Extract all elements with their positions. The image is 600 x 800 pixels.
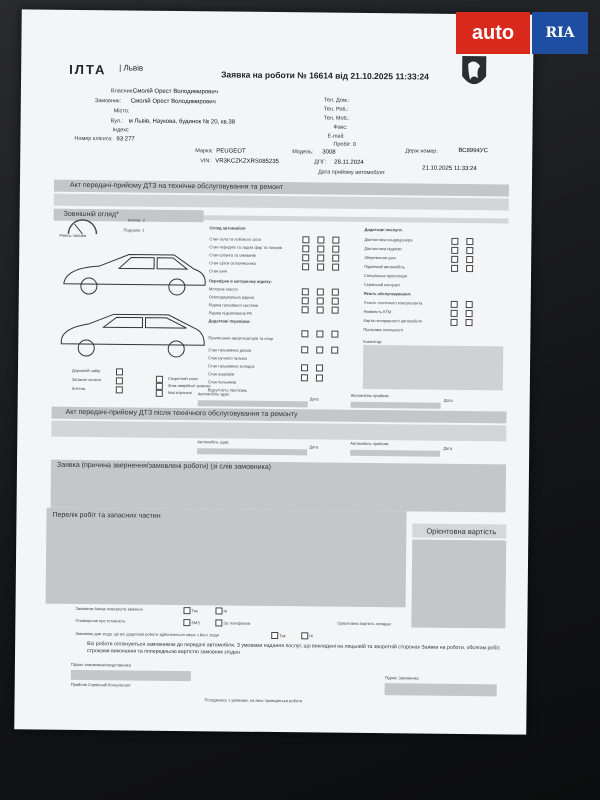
- plate-label: Держ номер:: [405, 148, 438, 155]
- inspection-checkbox[interactable]: [316, 364, 323, 371]
- return-parts-question: Замовник бажає повернути замінені: [75, 605, 143, 612]
- peugeot-lion-logo: [458, 54, 490, 92]
- email-label: E-mail:: [327, 133, 345, 140]
- extra-item-5: Стан шарнірів: [207, 371, 235, 377]
- street-label: Вул.:: [110, 118, 124, 125]
- model-value: 3008: [322, 149, 336, 156]
- customer-signature-label: Підпис замовника/представника: [70, 661, 131, 668]
- service-item-4: Підмінний автомобіль: [364, 263, 405, 270]
- inspection-checkbox[interactable]: [316, 374, 323, 381]
- extra-item-4: Стан гальмівних колодок: [208, 363, 255, 369]
- service-info-title: Якість обслуговування:: [363, 290, 412, 297]
- extra-item-7: Відсутність протікань: [207, 387, 248, 393]
- vin-value: VR3KCZKZXRS085235: [215, 158, 279, 166]
- other-losses-checkbox[interactable]: [156, 390, 163, 397]
- service-checkbox[interactable]: [466, 301, 473, 308]
- service-checkbox[interactable]: [466, 265, 473, 272]
- handed-date-label-2: Дата: [309, 444, 319, 450]
- inspection-checkbox[interactable]: [331, 331, 338, 338]
- inspection-checkbox[interactable]: [301, 364, 308, 371]
- inspection-checkbox[interactable]: [301, 330, 308, 337]
- handed-date-label: Дата: [309, 396, 319, 402]
- inspection-checkbox[interactable]: [331, 347, 338, 354]
- vin-label: VIN:: [200, 158, 211, 165]
- equip-antenna: Антена: [71, 385, 86, 392]
- remotes-label: Подушок: 1: [123, 227, 145, 233]
- dpg-label: ДПГ:: [314, 159, 327, 166]
- extra-item-6: Стан пильників: [207, 379, 237, 385]
- customer-request-title: Заявка (причина звернення/замовлені роботи) (зі слів замовника): [56, 461, 272, 471]
- service-checkbox[interactable]: [451, 301, 458, 308]
- engine-item-4: Рідина підсилювача РК: [208, 310, 252, 316]
- inspection-checkbox[interactable]: [302, 245, 309, 252]
- service-checkbox[interactable]: [451, 238, 458, 245]
- inspection-item-3: Стан шланга та омивачів: [209, 252, 256, 258]
- inspection-checkbox[interactable]: [316, 330, 323, 337]
- info-item-1: Участь технічного консультанта: [363, 299, 423, 306]
- index-label: Індекс: [112, 127, 129, 134]
- car-side-sketch: [59, 248, 210, 300]
- info-item-3: Карта несправності автомобіля: [363, 317, 422, 324]
- client-label: Замовник:: [94, 98, 122, 105]
- inspection-checkbox[interactable]: [332, 307, 339, 314]
- comment-label: Коментар:: [363, 338, 383, 345]
- exterior-notice: [204, 215, 509, 223]
- service-signature-label: Прийняв Сервісний Консультант: [70, 681, 131, 688]
- extra-checks-title: Додаткові перевірки:: [208, 318, 251, 324]
- make-label: Марка:: [195, 148, 214, 155]
- client-number-value: 93 277: [116, 136, 135, 143]
- warning-sign-checkbox[interactable]: [156, 383, 163, 390]
- phone-work-label: Тел. Роб.:: [323, 106, 349, 113]
- inspection-checkbox[interactable]: [317, 306, 324, 313]
- extra-works-yes-checkbox[interactable]: [271, 632, 278, 639]
- street-value: м Львів, Наукова, будинок № 20, кв.38: [128, 118, 236, 126]
- inspection-item-4: Стан щіток склоочисника: [209, 260, 256, 266]
- phone-mobile-label: Тел. Моб.:: [323, 115, 350, 122]
- total-cost-label: Орієнтовна вартість складає:: [337, 620, 392, 627]
- inspection-item-2: Стан передніх та задніх фар та погорів: [209, 244, 282, 251]
- return-parts-yes-checkbox[interactable]: [183, 607, 190, 614]
- antenna-checkbox[interactable]: [116, 386, 123, 393]
- payment-agreement-text: Всі роботи оплачуються замовником до передачі автомобіля. З умовами надання послуг, що викладені на лицьовій та зворотній сторонах Заявки на роботи, обсягом робіт, строками виконання та попередньою вартістю замовник згоден: [87, 641, 501, 656]
- equip-other-losses: Інші втрачені: [167, 389, 192, 396]
- dpg-value: 28.11.2024: [334, 159, 364, 166]
- inspection-checkbox[interactable]: [332, 298, 339, 305]
- service-item-3: Збереження шин: [364, 254, 396, 261]
- inspection-checkbox[interactable]: [302, 288, 309, 295]
- make-value: PEUGEOT: [216, 148, 246, 155]
- return-parts-no-checkbox[interactable]: [215, 607, 222, 614]
- estimated-cost-box[interactable]: [411, 539, 506, 628]
- service-checkbox[interactable]: [466, 247, 473, 254]
- vehicle-received-label-2: Автомобіль прийняв:: [350, 440, 390, 447]
- inspection-item-5: Стан шин: [209, 268, 227, 274]
- notify-sms-label: SMS: [191, 620, 201, 626]
- engine-item-3: Рідина гальмівної системи: [208, 302, 259, 308]
- received-signature-field[interactable]: [351, 402, 441, 409]
- inspection-checkbox[interactable]: [332, 246, 339, 253]
- return-parts-no-label: Ні: [223, 608, 228, 614]
- service-checkbox[interactable]: [465, 319, 472, 326]
- model-label: Модель:: [292, 149, 314, 156]
- keys-label: Ключів: 3: [127, 217, 145, 223]
- intake-act-notice: [54, 194, 509, 211]
- inspection-checkbox[interactable]: [302, 306, 309, 313]
- first-aid-checkbox[interactable]: [116, 368, 123, 375]
- inspection-checkbox[interactable]: [332, 255, 339, 262]
- inspection-checkbox[interactable]: [302, 263, 309, 270]
- auto-ria-watermark: [456, 12, 588, 54]
- document-title: Заявка на роботи № 16614 від 21.10.2025 11:33:24: [221, 69, 429, 82]
- accept-date-label: Дата прийому автомобіля:: [318, 169, 386, 177]
- client-number-label: Номер клієнта:: [74, 135, 113, 143]
- service-checkbox[interactable]: [466, 310, 473, 317]
- extra-works-yes-label: Так: [279, 633, 286, 639]
- info-item-4: Програма лояльності: [363, 326, 404, 333]
- equip-secret-key: Секретний ключ: [167, 375, 198, 382]
- company-city: | Львів: [119, 63, 144, 73]
- city-label: Місто:: [113, 108, 130, 115]
- return-parts-yes-label: Так: [191, 608, 198, 614]
- comment-box[interactable]: [363, 345, 503, 390]
- service-item-2: Діагностика підвіски: [364, 245, 402, 252]
- owner-label: Власник:: [110, 88, 134, 95]
- notify-question: Оповіщення про готовність: [75, 617, 126, 624]
- vehicle-inspection-title: Огляд автомобіля: [209, 225, 246, 231]
- service-checkbox[interactable]: [450, 319, 457, 326]
- secret-key-checkbox[interactable]: [156, 376, 163, 383]
- service-checkbox[interactable]: [466, 256, 473, 263]
- mileage-label: Пробіг: 0: [333, 141, 356, 148]
- handed-signature-field[interactable]: [198, 400, 308, 407]
- service-checkbox[interactable]: [451, 256, 458, 263]
- service-checkbox[interactable]: [451, 247, 458, 254]
- inspection-checkbox[interactable]: [332, 289, 339, 296]
- notify-phone-label: За телефоном: [223, 620, 251, 626]
- inspection-checkbox[interactable]: [317, 297, 324, 304]
- customer-sign-field[interactable]: [385, 683, 497, 696]
- owner-value: Смолій Орест Володимирович: [132, 88, 218, 96]
- fuel-gauge-icon: [65, 216, 99, 236]
- received-date-label: Дата: [443, 397, 453, 403]
- service-checkbox[interactable]: [466, 238, 473, 245]
- handed-signature-field-2[interactable]: [197, 448, 307, 455]
- service-item-1: Діагностика кондиціонера: [364, 236, 413, 243]
- intake-act-title: Акт передачі-прийому ДТЗ на технічне обслуговування та ремонт: [69, 181, 284, 192]
- estimated-cost-title: Орієнтовна вартість: [426, 526, 497, 537]
- engine-item-2: Охолоджувальна рідина: [208, 294, 254, 300]
- info-item-2: Наявність КТМ: [363, 308, 392, 315]
- work-order-sheet: [14, 9, 534, 734]
- extra-item-2: Стан гальмівних дисків: [208, 347, 252, 353]
- inspection-checkbox[interactable]: [302, 297, 309, 304]
- phone-home-label: Тел. Дом.:: [323, 97, 350, 104]
- inspection-checkbox[interactable]: [332, 264, 339, 271]
- extra-item-3: Стан ручного гальма: [208, 355, 247, 361]
- extra-works-no-label: Ні: [309, 633, 314, 639]
- extra-works-question: Замовник дав згоду, що всі додаткові роботи здійснюються лише з його згоди: [75, 630, 219, 638]
- accept-date-value: 21.10.2025 11:33:24: [422, 165, 477, 173]
- works-parts-title: Перелік робіт та запасних частин: [52, 511, 161, 520]
- customer-sign-label: Підпис Замовника: [384, 675, 419, 681]
- works-parts-box[interactable]: [46, 508, 407, 608]
- vehicle-handed-label: Автомобіль здав:: [197, 391, 230, 397]
- vehicle-received-label: Автомобіль прийняв:: [350, 392, 390, 399]
- inspection-checkbox[interactable]: [317, 245, 324, 252]
- engine-check-title: Перевірки в моторному відсіку:: [208, 278, 272, 284]
- engine-item-1: Моторне масло: [208, 286, 238, 292]
- inspection-checkbox[interactable]: [317, 254, 324, 261]
- fuel-level-label: Рівень палива: [59, 232, 86, 239]
- plate-value: ВС8994УС: [458, 147, 488, 155]
- inspection-item-1: Стан скла та лобового скла: [209, 236, 261, 242]
- watermark-ria-label: RIA: [532, 12, 588, 54]
- extra-services-title: Додаткові послуги:: [364, 226, 403, 233]
- client-value: Смолій Орест Володимирович: [130, 98, 216, 106]
- service-item-5: Спеціальна пропозиція: [363, 272, 408, 279]
- terms-agreement-label: Погоджуюсь з умовами, на яких проводяться роботи: [204, 697, 303, 704]
- extra-works-no-checkbox[interactable]: [301, 632, 308, 639]
- service-checkbox[interactable]: [451, 310, 458, 317]
- spare-wheel-checkbox[interactable]: [116, 377, 123, 384]
- inspection-checkbox[interactable]: [317, 288, 324, 295]
- service-checkbox[interactable]: [451, 265, 458, 272]
- inspection-checkbox[interactable]: [316, 346, 323, 353]
- inspection-checkbox[interactable]: [317, 263, 324, 270]
- equip-first-aid: Дорожній набір: [71, 367, 101, 374]
- inspection-checkbox[interactable]: [301, 374, 308, 381]
- customer-signature-field[interactable]: [71, 670, 191, 681]
- watermark-auto-label: auto: [456, 12, 530, 54]
- inspection-checkbox[interactable]: [332, 237, 339, 244]
- handover-act-title: Акт передачі-прийому ДТЗ після технічного обслуговування та ремонту: [65, 408, 298, 419]
- equip-spare-wheel: Запасне колесо: [71, 376, 102, 383]
- received-date-label-2: Дата: [443, 445, 453, 451]
- service-item-6: Сервісний контракт: [363, 281, 401, 288]
- fax-label: Факс:: [333, 124, 348, 131]
- inspection-checkbox[interactable]: [301, 346, 308, 353]
- notify-phone-checkbox[interactable]: [215, 619, 222, 626]
- received-signature-field-2[interactable]: [350, 450, 440, 457]
- exterior-title: Зовнішній огляд*: [63, 210, 119, 219]
- inspection-checkbox[interactable]: [302, 236, 309, 243]
- vehicle-handed-label-2: Автомобіль здав:: [197, 439, 230, 445]
- company-logo: ІЛТА: [69, 61, 107, 78]
- equip-warning-sign: Знак аварійної зупинки: [167, 382, 211, 389]
- inspection-checkbox[interactable]: [317, 236, 324, 243]
- notify-sms-checkbox[interactable]: [183, 619, 190, 626]
- extra-item-1: Прилягання амортизаторів та опор: [208, 335, 274, 341]
- car-rear-sketch: [58, 310, 209, 362]
- inspection-checkbox[interactable]: [302, 254, 309, 261]
